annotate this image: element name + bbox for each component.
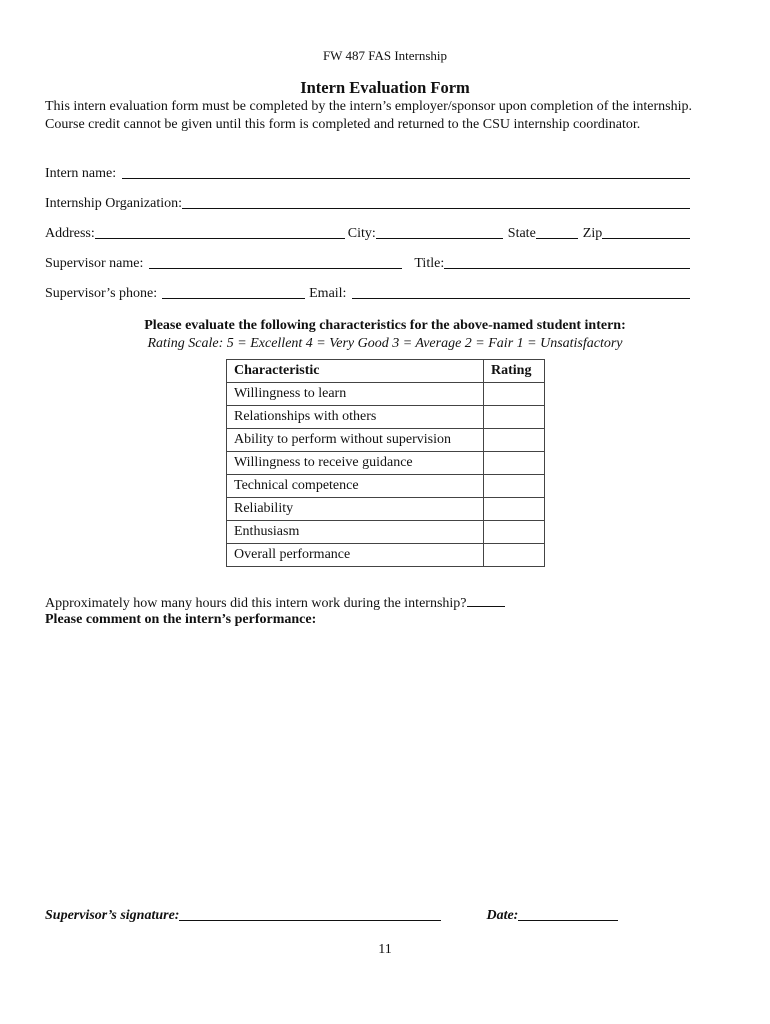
hours-row — [45, 594, 505, 612]
address-label: Address: — [45, 226, 95, 241]
supervisor-phone-label: Supervisor’s phone: — [45, 286, 158, 301]
date-field[interactable] — [518, 906, 618, 921]
address-row — [45, 222, 690, 242]
characteristic-cell: Ability to perform without supervision — [227, 429, 484, 452]
rating-cell[interactable] — [484, 406, 545, 429]
comment-area[interactable] — [45, 636, 690, 891]
characteristic-cell: Technical competence — [227, 475, 484, 498]
characteristic-header: Characteristic — [227, 360, 484, 383]
table-row — [227, 521, 545, 544]
signature-field[interactable] — [179, 906, 441, 921]
table-row — [227, 452, 545, 475]
table-header-row — [227, 360, 545, 383]
intro-paragraph: This intern evaluation form must be completed by the intern’s employer/sponsor upon completion of the internship. Course credit cannot be given until this form is completed and returned to the CSU internship coordinator. — [45, 99, 692, 132]
comment-prompt: Please comment on the intern’s performance: — [45, 612, 317, 627]
rating-cell[interactable] — [484, 544, 545, 567]
zip-field[interactable] — [602, 224, 690, 239]
table-row — [227, 429, 545, 452]
address-field[interactable] — [95, 224, 345, 239]
rating-cell[interactable] — [484, 383, 545, 406]
characteristic-cell: Enthusiasm — [227, 521, 484, 544]
characteristic-cell: Reliability — [227, 498, 484, 521]
email-label: Email: — [309, 286, 347, 301]
state-field[interactable] — [536, 224, 578, 239]
hours-question: Approximately how many hours did this intern work during the internship? — [45, 596, 467, 611]
rating-header: Rating — [484, 360, 545, 383]
signature-row — [45, 906, 645, 924]
rating-cell[interactable] — [484, 452, 545, 475]
table-row — [227, 544, 545, 567]
rating-cell[interactable] — [484, 498, 545, 521]
table-row — [227, 498, 545, 521]
supervisor-name-label: Supervisor name: — [45, 256, 144, 271]
form-title: Intern Evaluation Form — [300, 78, 470, 97]
date-label: Date: — [486, 908, 519, 923]
characteristic-cell: Relationships with others — [227, 406, 484, 429]
city-label: City: — [347, 226, 376, 241]
zip-label: Zip — [582, 226, 603, 241]
table-row — [227, 383, 545, 406]
supervisor-phone-field[interactable] — [162, 284, 305, 299]
intern-name-label: Intern name: — [45, 166, 117, 181]
characteristic-cell: Willingness to receive guidance — [227, 452, 484, 475]
title-label: Title: — [414, 256, 445, 271]
state-label: State — [507, 226, 536, 241]
rating-scale: Rating Scale: 5 = Excellent 4 = Very Good 3 = Average 2 = Fair 1 = Unsatisfactory — [147, 336, 623, 351]
email-field[interactable] — [352, 284, 690, 299]
organization-row — [45, 192, 690, 212]
characteristic-cell: Willingness to learn — [227, 383, 484, 406]
rating-cell[interactable] — [484, 475, 545, 498]
hours-field[interactable] — [467, 594, 505, 607]
intern-name-field[interactable] — [122, 164, 690, 179]
table-row — [227, 475, 545, 498]
rating-table — [226, 359, 545, 567]
intern-name-row — [45, 162, 690, 182]
course-header: FW 487 FAS Internship — [322, 48, 448, 63]
organization-field[interactable] — [182, 194, 690, 209]
rating-instructions: Please evaluate the following characteristics for the above-named student intern: — [144, 318, 626, 333]
contact-row — [45, 282, 690, 302]
page-number: 11 — [378, 942, 392, 957]
city-field[interactable] — [376, 224, 503, 239]
signature-label: Supervisor’s signature: — [45, 908, 180, 923]
supervisor-name-field[interactable] — [149, 254, 402, 269]
rating-cell[interactable] — [484, 521, 545, 544]
title-field[interactable] — [444, 254, 690, 269]
characteristic-cell: Overall performance — [227, 544, 484, 567]
organization-label: Internship Organization: — [45, 196, 182, 211]
rating-cell[interactable] — [484, 429, 545, 452]
table-row — [227, 406, 545, 429]
supervisor-row — [45, 252, 690, 272]
